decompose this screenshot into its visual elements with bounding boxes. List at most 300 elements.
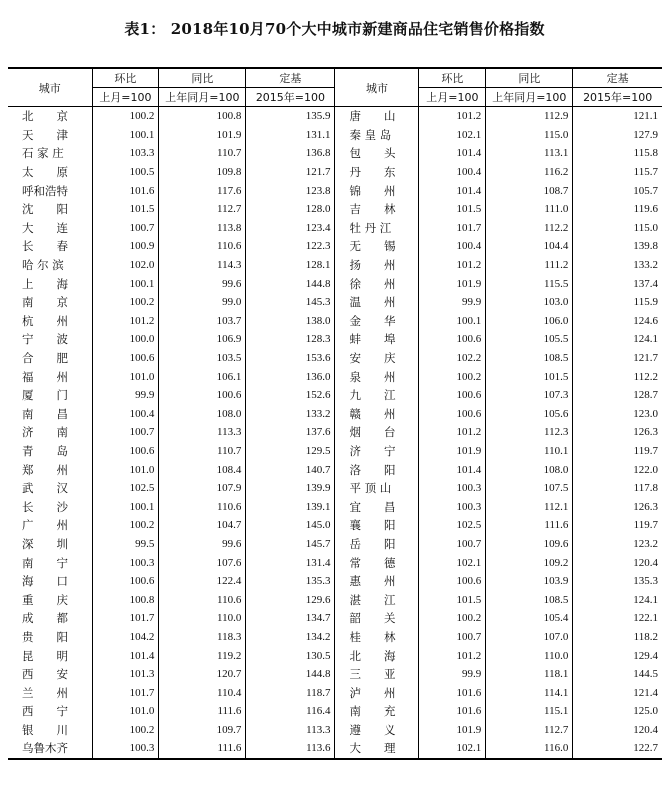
mom-index-cell-right: 102.1 bbox=[419, 126, 486, 145]
city-name-cell-right: 大 理 bbox=[335, 739, 419, 759]
city-name-cell-left: 北 京 bbox=[22, 109, 68, 124]
table-row bbox=[8, 312, 662, 331]
yoy-index-cell-left: 110.6 bbox=[159, 590, 246, 609]
mom-index-cell-right: 100.6 bbox=[419, 572, 486, 591]
yoy-index-cell-left: 106.9 bbox=[159, 330, 246, 349]
city-name-cell-left: 太 原 bbox=[22, 165, 68, 180]
table-row bbox=[8, 553, 662, 572]
city-name-cell-left: 宁 波 bbox=[22, 332, 68, 347]
yoy-index-cell-right: 114.1 bbox=[486, 683, 573, 702]
mom-index-cell-left: 101.0 bbox=[92, 702, 159, 721]
yoy-index-cell-left: 103.5 bbox=[159, 349, 246, 368]
yoy-index-cell-right: 112.1 bbox=[486, 497, 573, 516]
yoy-index-cell-left: 111.6 bbox=[159, 739, 246, 759]
base-index-cell-right: 128.7 bbox=[573, 386, 662, 405]
base-index-cell-right: 127.9 bbox=[573, 126, 662, 145]
yoy-index-cell-left: 110.6 bbox=[159, 497, 246, 516]
base-index-cell-left: 128.1 bbox=[246, 256, 335, 275]
table-row bbox=[8, 107, 662, 126]
city-name-cell-right: 惠 州 bbox=[335, 572, 419, 591]
base-index-cell-right: 118.2 bbox=[573, 628, 662, 647]
mom-index-cell-left: 101.6 bbox=[92, 181, 159, 200]
mom-index-cell-right: 101.2 bbox=[419, 107, 486, 126]
yoy-index-cell-right: 111.6 bbox=[486, 516, 573, 535]
city-name-cell-right: 无 锡 bbox=[335, 237, 419, 256]
base-index-cell-left: 113.6 bbox=[246, 739, 335, 759]
city-name-cell-right: 平 顶 山 bbox=[335, 479, 419, 498]
yoy-index-cell-left: 100.6 bbox=[159, 386, 246, 405]
subheader-yoy-right: 上年同月=100 bbox=[486, 88, 573, 107]
mom-index-cell-left: 99.5 bbox=[92, 535, 159, 554]
city-name-cell-right: 宜 昌 bbox=[335, 497, 419, 516]
mom-index-cell-right: 100.6 bbox=[419, 330, 486, 349]
city-name-cell-right: 赣 州 bbox=[335, 405, 419, 424]
table-row bbox=[8, 590, 662, 609]
city-name-cell-left: 昆 明 bbox=[22, 648, 68, 663]
base-index-cell-right: 112.2 bbox=[573, 367, 662, 386]
city-name-cell-right: 秦 皇 岛 bbox=[335, 126, 419, 145]
base-index-cell-left: 131.4 bbox=[246, 553, 335, 572]
base-index-cell-right: 117.8 bbox=[573, 479, 662, 498]
yoy-index-cell-right: 105.4 bbox=[486, 609, 573, 628]
yoy-index-cell-left: 100.8 bbox=[159, 107, 246, 126]
city-name-cell-right: 蚌 埠 bbox=[335, 330, 419, 349]
base-index-cell-right: 126.3 bbox=[573, 423, 662, 442]
base-index-cell-right: 122.7 bbox=[573, 739, 662, 759]
table-row bbox=[8, 535, 662, 554]
yoy-index-cell-right: 107.3 bbox=[486, 386, 573, 405]
base-index-cell-right: 121.7 bbox=[573, 349, 662, 368]
city-name-cell-right: 襄 阳 bbox=[335, 516, 419, 535]
mom-index-cell-right: 102.2 bbox=[419, 349, 486, 368]
mom-index-cell-left: 100.1 bbox=[92, 126, 159, 145]
base-index-cell-left: 113.3 bbox=[246, 721, 335, 740]
city-name-cell-left: 合 肥 bbox=[22, 351, 68, 366]
mom-index-cell-left: 101.5 bbox=[92, 200, 159, 219]
base-index-cell-left: 130.5 bbox=[246, 646, 335, 665]
table-row bbox=[8, 721, 662, 740]
city-name-cell-left: 南 京 bbox=[22, 295, 68, 310]
table-row bbox=[8, 219, 662, 238]
city-name-cell-right: 安 庆 bbox=[335, 349, 419, 368]
city-name-cell-right: 常 德 bbox=[335, 553, 419, 572]
yoy-index-cell-right: 108.7 bbox=[486, 181, 573, 200]
mom-index-cell-right: 100.7 bbox=[419, 628, 486, 647]
mom-index-cell-left: 102.5 bbox=[92, 479, 159, 498]
table-row bbox=[8, 646, 662, 665]
base-index-cell-right: 105.7 bbox=[573, 181, 662, 200]
city-name-cell-right: 烟 台 bbox=[335, 423, 419, 442]
mom-index-cell-left: 99.9 bbox=[92, 386, 159, 405]
header-yoy-left: 同比 bbox=[159, 68, 246, 88]
city-name-cell-left: 西 安 bbox=[22, 667, 68, 682]
table-row bbox=[8, 609, 662, 628]
table-row bbox=[8, 181, 662, 200]
mom-index-cell-right: 102.1 bbox=[419, 553, 486, 572]
base-index-cell-left: 139.1 bbox=[246, 497, 335, 516]
base-index-cell-left: 123.4 bbox=[246, 219, 335, 238]
city-name-cell-left: 长 春 bbox=[22, 239, 68, 254]
table-row bbox=[8, 349, 662, 368]
mom-index-cell-right: 101.2 bbox=[419, 256, 486, 275]
yoy-index-cell-right: 118.1 bbox=[486, 665, 573, 684]
yoy-index-cell-right: 106.0 bbox=[486, 312, 573, 331]
base-index-cell-left: 137.6 bbox=[246, 423, 335, 442]
city-name-cell-right: 锦 州 bbox=[335, 181, 419, 200]
header-city-left: 城市 bbox=[8, 68, 92, 107]
mom-index-cell-right: 100.4 bbox=[419, 163, 486, 182]
base-index-cell-left: 138.0 bbox=[246, 312, 335, 331]
city-name-cell-right: 洛 阳 bbox=[335, 460, 419, 479]
base-index-cell-left: 129.6 bbox=[246, 590, 335, 609]
mom-index-cell-right: 101.6 bbox=[419, 683, 486, 702]
mom-index-cell-left: 103.3 bbox=[92, 144, 159, 163]
header-base-left: 定基 bbox=[246, 68, 335, 88]
table-row bbox=[8, 293, 662, 312]
mom-index-cell-right: 101.2 bbox=[419, 423, 486, 442]
yoy-index-cell-left: 107.6 bbox=[159, 553, 246, 572]
city-name-cell-right: 桂 林 bbox=[335, 628, 419, 647]
city-name-cell-right: 徐 州 bbox=[335, 274, 419, 293]
yoy-index-cell-right: 115.1 bbox=[486, 702, 573, 721]
yoy-index-cell-left: 108.0 bbox=[159, 405, 246, 424]
base-index-cell-right: 139.8 bbox=[573, 237, 662, 256]
city-name-cell-left: 深 圳 bbox=[22, 536, 68, 551]
mom-index-cell-left: 100.2 bbox=[92, 721, 159, 740]
city-name-cell-right: 泉 州 bbox=[335, 367, 419, 386]
yoy-index-cell-left: 117.6 bbox=[159, 181, 246, 200]
yoy-index-cell-right: 108.5 bbox=[486, 590, 573, 609]
yoy-index-cell-left: 99.6 bbox=[159, 535, 246, 554]
base-index-cell-left: 145.3 bbox=[246, 293, 335, 312]
yoy-index-cell-right: 112.2 bbox=[486, 219, 573, 238]
mom-index-cell-right: 101.9 bbox=[419, 442, 486, 461]
yoy-index-cell-left: 113.3 bbox=[159, 423, 246, 442]
yoy-index-cell-left: 122.4 bbox=[159, 572, 246, 591]
mom-index-cell-right: 100.2 bbox=[419, 609, 486, 628]
city-name-cell-left: 济 南 bbox=[22, 425, 68, 440]
city-name-cell-left: 沈 阳 bbox=[22, 202, 68, 217]
base-index-cell-left: 131.1 bbox=[246, 126, 335, 145]
base-index-cell-left: 123.8 bbox=[246, 181, 335, 200]
city-name-cell-left: 长 沙 bbox=[22, 499, 68, 514]
base-index-cell-right: 135.3 bbox=[573, 572, 662, 591]
yoy-index-cell-left: 112.7 bbox=[159, 200, 246, 219]
base-index-cell-right: 120.4 bbox=[573, 721, 662, 740]
yoy-index-cell-left: 99.6 bbox=[159, 274, 246, 293]
city-name-cell-left: 天 津 bbox=[22, 127, 68, 142]
city-name-cell-left: 南 宁 bbox=[22, 555, 68, 570]
city-name-cell-right: 三 亚 bbox=[335, 665, 419, 684]
mom-index-cell-right: 99.9 bbox=[419, 665, 486, 684]
table-row bbox=[8, 442, 662, 461]
table-body bbox=[8, 107, 662, 759]
base-index-cell-right: 137.4 bbox=[573, 274, 662, 293]
mom-index-cell-left: 100.7 bbox=[92, 219, 159, 238]
base-index-cell-right: 121.4 bbox=[573, 683, 662, 702]
mom-index-cell-left: 100.9 bbox=[92, 237, 159, 256]
header-base-right: 定基 bbox=[573, 68, 662, 88]
base-index-cell-right: 123.0 bbox=[573, 405, 662, 424]
mom-index-cell-left: 100.4 bbox=[92, 405, 159, 424]
table-row bbox=[8, 628, 662, 647]
city-name-cell-right: 牡 丹 江 bbox=[335, 219, 419, 238]
city-name-cell-left: 银 川 bbox=[22, 722, 68, 737]
base-index-cell-left: 133.2 bbox=[246, 405, 335, 424]
table-row bbox=[8, 423, 662, 442]
yoy-index-cell-left: 103.7 bbox=[159, 312, 246, 331]
subheader-base-left: 2015年=100 bbox=[246, 88, 335, 107]
city-name-cell-left: 成 都 bbox=[22, 611, 68, 626]
yoy-index-cell-left: 110.4 bbox=[159, 683, 246, 702]
base-index-cell-left: 135.3 bbox=[246, 572, 335, 591]
city-name-cell-left: 杭 州 bbox=[22, 313, 68, 328]
city-name-cell-left: 大 连 bbox=[22, 220, 68, 235]
base-index-cell-right: 144.5 bbox=[573, 665, 662, 684]
city-name-cell-left: 海 口 bbox=[22, 574, 68, 589]
yoy-index-cell-left: 99.0 bbox=[159, 293, 246, 312]
yoy-index-cell-right: 109.6 bbox=[486, 535, 573, 554]
table-row bbox=[8, 460, 662, 479]
subheader-mom-left: 上月=100 bbox=[92, 88, 159, 107]
header-mom-left: 环比 bbox=[92, 68, 159, 88]
mom-index-cell-left: 101.4 bbox=[92, 646, 159, 665]
table-row bbox=[8, 200, 662, 219]
table-row bbox=[8, 144, 662, 163]
city-name-cell-left: 郑 州 bbox=[22, 462, 68, 477]
table-row bbox=[8, 330, 662, 349]
base-index-cell-left: 136.0 bbox=[246, 367, 335, 386]
city-name-cell-left: 贵 阳 bbox=[22, 629, 68, 644]
mom-index-cell-right: 100.1 bbox=[419, 312, 486, 331]
base-index-cell-right: 115.7 bbox=[573, 163, 662, 182]
yoy-index-cell-right: 104.4 bbox=[486, 237, 573, 256]
base-index-cell-right: 122.0 bbox=[573, 460, 662, 479]
yoy-index-cell-right: 105.5 bbox=[486, 330, 573, 349]
mom-index-cell-right: 101.4 bbox=[419, 144, 486, 163]
city-name-cell-left: 呼和浩特 bbox=[22, 183, 68, 198]
base-index-cell-left: 152.6 bbox=[246, 386, 335, 405]
table-row bbox=[8, 572, 662, 591]
base-index-cell-left: 128.0 bbox=[246, 200, 335, 219]
city-name-cell-right: 吉 林 bbox=[335, 200, 419, 219]
mom-index-cell-left: 100.5 bbox=[92, 163, 159, 182]
base-index-cell-right: 119.7 bbox=[573, 516, 662, 535]
table-row bbox=[8, 665, 662, 684]
base-index-cell-left: 153.6 bbox=[246, 349, 335, 368]
base-index-cell-right: 124.1 bbox=[573, 330, 662, 349]
mom-index-cell-right: 100.2 bbox=[419, 367, 486, 386]
base-index-cell-left: 144.8 bbox=[246, 274, 335, 293]
base-index-cell-left: 121.7 bbox=[246, 163, 335, 182]
table-row bbox=[8, 479, 662, 498]
yoy-index-cell-right: 103.9 bbox=[486, 572, 573, 591]
mom-index-cell-right: 101.6 bbox=[419, 702, 486, 721]
mom-index-cell-left: 100.8 bbox=[92, 590, 159, 609]
city-name-cell-right: 韶 关 bbox=[335, 609, 419, 628]
yoy-index-cell-left: 109.8 bbox=[159, 163, 246, 182]
base-index-cell-right: 115.8 bbox=[573, 144, 662, 163]
subheader-yoy-left: 上年同月=100 bbox=[159, 88, 246, 107]
mom-index-cell-right: 101.5 bbox=[419, 200, 486, 219]
yoy-index-cell-right: 112.9 bbox=[486, 107, 573, 126]
yoy-index-cell-right: 112.3 bbox=[486, 423, 573, 442]
mom-index-cell-left: 100.6 bbox=[92, 349, 159, 368]
mom-index-cell-left: 101.3 bbox=[92, 665, 159, 684]
yoy-index-cell-right: 112.7 bbox=[486, 721, 573, 740]
mom-index-cell-right: 100.4 bbox=[419, 237, 486, 256]
yoy-index-cell-right: 111.0 bbox=[486, 200, 573, 219]
mom-index-cell-right: 100.7 bbox=[419, 535, 486, 554]
mom-index-cell-left: 100.6 bbox=[92, 442, 159, 461]
table-row bbox=[8, 739, 662, 759]
price-index-table bbox=[8, 67, 662, 760]
mom-index-cell-left: 100.3 bbox=[92, 553, 159, 572]
table-row bbox=[8, 274, 662, 293]
mom-index-cell-left: 102.0 bbox=[92, 256, 159, 275]
mom-index-cell-right: 100.6 bbox=[419, 405, 486, 424]
table-row bbox=[8, 237, 662, 256]
base-index-cell-right: 120.4 bbox=[573, 553, 662, 572]
yoy-index-cell-right: 116.2 bbox=[486, 163, 573, 182]
mom-index-cell-left: 100.2 bbox=[92, 107, 159, 126]
mom-index-cell-left: 100.3 bbox=[92, 739, 159, 759]
yoy-index-cell-right: 110.0 bbox=[486, 646, 573, 665]
city-name-cell-right: 北 海 bbox=[335, 646, 419, 665]
yoy-index-cell-left: 108.4 bbox=[159, 460, 246, 479]
base-index-cell-left: 139.9 bbox=[246, 479, 335, 498]
table-row bbox=[8, 405, 662, 424]
base-index-cell-left: 140.7 bbox=[246, 460, 335, 479]
base-index-cell-right: 133.2 bbox=[573, 256, 662, 275]
yoy-index-cell-right: 115.0 bbox=[486, 126, 573, 145]
header-mom-right: 环比 bbox=[419, 68, 486, 88]
base-index-cell-left: 134.7 bbox=[246, 609, 335, 628]
city-name-cell-left: 青 岛 bbox=[22, 443, 68, 458]
base-index-cell-left: 128.3 bbox=[246, 330, 335, 349]
mom-index-cell-right: 102.5 bbox=[419, 516, 486, 535]
yoy-index-cell-right: 109.2 bbox=[486, 553, 573, 572]
yoy-index-cell-right: 108.0 bbox=[486, 460, 573, 479]
yoy-index-cell-left: 110.7 bbox=[159, 144, 246, 163]
city-name-cell-right: 济 宁 bbox=[335, 442, 419, 461]
page-title: 表1： 2018年10月70个大中城市新建商品住宅销售价格指数 bbox=[124, 20, 545, 38]
yoy-index-cell-right: 110.1 bbox=[486, 442, 573, 461]
base-index-cell-right: 119.7 bbox=[573, 442, 662, 461]
base-index-cell-left: 144.8 bbox=[246, 665, 335, 684]
table-row bbox=[8, 386, 662, 405]
yoy-index-cell-left: 119.2 bbox=[159, 646, 246, 665]
yoy-index-cell-left: 118.3 bbox=[159, 628, 246, 647]
base-index-cell-right: 115.9 bbox=[573, 293, 662, 312]
yoy-index-cell-left: 104.7 bbox=[159, 516, 246, 535]
subheader-base-right: 2015年=100 bbox=[573, 88, 662, 107]
mom-index-cell-left: 100.0 bbox=[92, 330, 159, 349]
mom-index-cell-left: 100.1 bbox=[92, 274, 159, 293]
mom-index-cell-right: 101.2 bbox=[419, 646, 486, 665]
city-name-cell-right: 扬 州 bbox=[335, 256, 419, 275]
city-name-cell-left: 兰 州 bbox=[22, 685, 68, 700]
yoy-index-cell-right: 107.0 bbox=[486, 628, 573, 647]
city-name-cell-left: 哈 尔 滨 bbox=[22, 258, 64, 273]
yoy-index-cell-right: 115.5 bbox=[486, 274, 573, 293]
mom-index-cell-right: 100.6 bbox=[419, 386, 486, 405]
table-row bbox=[8, 367, 662, 386]
table-row bbox=[8, 126, 662, 145]
yoy-index-cell-left: 109.7 bbox=[159, 721, 246, 740]
base-index-cell-left: 136.8 bbox=[246, 144, 335, 163]
header-city-right: 城市 bbox=[335, 68, 419, 107]
header-yoy-right: 同比 bbox=[486, 68, 573, 88]
yoy-index-cell-right: 105.6 bbox=[486, 405, 573, 424]
city-name-cell-right: 温 州 bbox=[335, 293, 419, 312]
base-index-cell-left: 145.0 bbox=[246, 516, 335, 535]
mom-index-cell-right: 99.9 bbox=[419, 293, 486, 312]
mom-index-cell-left: 100.6 bbox=[92, 572, 159, 591]
yoy-index-cell-left: 110.7 bbox=[159, 442, 246, 461]
city-name-cell-left: 西 宁 bbox=[22, 704, 68, 719]
yoy-index-cell-left: 120.7 bbox=[159, 665, 246, 684]
mom-index-cell-right: 100.3 bbox=[419, 479, 486, 498]
base-index-cell-right: 129.4 bbox=[573, 646, 662, 665]
mom-index-cell-left: 101.7 bbox=[92, 683, 159, 702]
city-name-cell-right: 遵 义 bbox=[335, 721, 419, 740]
city-name-cell-left: 南 昌 bbox=[22, 406, 68, 421]
yoy-index-cell-left: 107.9 bbox=[159, 479, 246, 498]
yoy-index-cell-right: 101.5 bbox=[486, 367, 573, 386]
base-index-cell-left: 118.7 bbox=[246, 683, 335, 702]
mom-index-cell-left: 104.2 bbox=[92, 628, 159, 647]
city-name-cell-left: 福 州 bbox=[22, 369, 68, 384]
yoy-index-cell-right: 116.0 bbox=[486, 739, 573, 759]
subheader-mom-right: 上月=100 bbox=[419, 88, 486, 107]
mom-index-cell-right: 100.3 bbox=[419, 497, 486, 516]
base-index-cell-right: 125.0 bbox=[573, 702, 662, 721]
mom-index-cell-right: 101.9 bbox=[419, 721, 486, 740]
base-index-cell-right: 122.1 bbox=[573, 609, 662, 628]
yoy-index-cell-right: 111.2 bbox=[486, 256, 573, 275]
city-name-cell-left: 乌鲁木齐 bbox=[8, 739, 92, 759]
yoy-index-cell-left: 111.6 bbox=[159, 702, 246, 721]
base-index-cell-right: 123.2 bbox=[573, 535, 662, 554]
base-index-cell-right: 119.6 bbox=[573, 200, 662, 219]
table-row bbox=[8, 516, 662, 535]
mom-index-cell-right: 101.5 bbox=[419, 590, 486, 609]
base-index-cell-left: 122.3 bbox=[246, 237, 335, 256]
table-row bbox=[8, 683, 662, 702]
base-index-cell-left: 116.4 bbox=[246, 702, 335, 721]
yoy-index-cell-left: 106.1 bbox=[159, 367, 246, 386]
city-name-cell-right: 南 充 bbox=[335, 702, 419, 721]
yoy-index-cell-right: 113.1 bbox=[486, 144, 573, 163]
city-name-cell-right: 泸 州 bbox=[335, 683, 419, 702]
table-row bbox=[8, 256, 662, 275]
base-index-cell-left: 145.7 bbox=[246, 535, 335, 554]
table-row bbox=[8, 702, 662, 721]
city-name-cell-left: 武 汉 bbox=[22, 481, 68, 496]
yoy-index-cell-left: 113.8 bbox=[159, 219, 246, 238]
table-row bbox=[8, 163, 662, 182]
base-index-cell-right: 121.1 bbox=[573, 107, 662, 126]
table-row bbox=[8, 497, 662, 516]
yoy-index-cell-right: 108.5 bbox=[486, 349, 573, 368]
mom-index-cell-left: 100.7 bbox=[92, 423, 159, 442]
yoy-index-cell-left: 110.0 bbox=[159, 609, 246, 628]
mom-index-cell-left: 100.2 bbox=[92, 516, 159, 535]
city-name-cell-left: 厦 门 bbox=[22, 388, 68, 403]
mom-index-cell-right: 101.9 bbox=[419, 274, 486, 293]
mom-index-cell-right: 101.7 bbox=[419, 219, 486, 238]
